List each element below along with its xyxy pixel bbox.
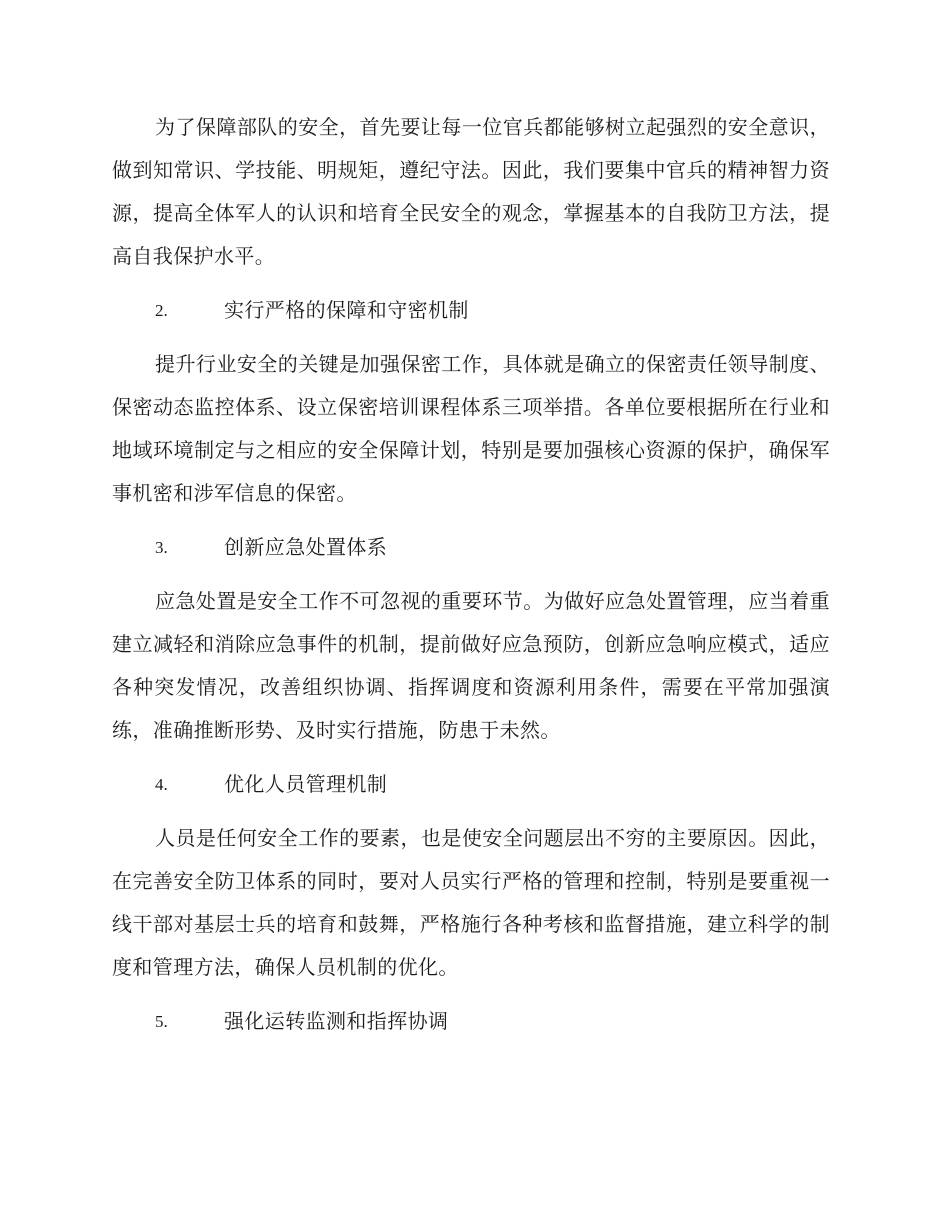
- section-number: 4.: [155, 775, 168, 794]
- paragraph-safety-awareness: 为了保障部队的安全，首先要让每一位官兵都能够树立起强烈的安全意识，做到知常识、学技能、明规矩，遵纪守法。因此，我们要集中官兵的精神智力资源，提高全体军人的认识和培育全民安全的观念，掌握基本的自我防卫方法，提高自我保护水平。: [112, 115, 830, 268]
- document-body: [112, 106, 830, 1054]
- section-heading-2: [112, 289, 830, 332]
- section-heading-5: [112, 1000, 830, 1043]
- section-number: 5.: [155, 1012, 168, 1031]
- section-title: 优化人员管理机制: [224, 772, 388, 796]
- section-title: 强化运转监测和指挥协调: [224, 1009, 449, 1033]
- section-number: 3.: [155, 538, 168, 557]
- section-title: 实行严格的保障和守密机制: [224, 298, 469, 322]
- paragraph-confidentiality: 提升行业安全的关键是加强保密工作，具体就是确立的保密责任领导制度、保密动态监控体系、设立保密培训课程体系三项举措。各单位要根据所在行业和地域环境制定与之相应的安全保障计划，特别是要加强核心资源的保护，确保军事机密和涉军信息的保密。: [112, 352, 830, 505]
- section-number: 2.: [155, 301, 168, 320]
- section-heading-3: [112, 526, 830, 569]
- paragraph-emergency-response: 应急处置是安全工作不可忽视的重要环节。为做好应急处置管理，应当着重建立减轻和消除应急事件的机制，提前做好应急预防，创新应急响应模式，适应各种突发情况，改善组织协调、指挥调度和资源利用条件，需要在平常加强演练，准确推断形势、及时实行措施，防患于未然。: [112, 589, 830, 742]
- section-title: 创新应急处置体系: [224, 535, 388, 559]
- paragraph-personnel-management: 人员是任何安全工作的要素，也是使安全问题层出不穷的主要原因。因此，在完善安全防卫体系的同时，要对人员实行严格的管理和控制，特别是要重视一线干部对基层士兵的培育和鼓舞，严格施行各种考核和监督措施，建立科学的制度和管理方法，确保人员机制的优化。: [112, 826, 830, 979]
- section-heading-4: [112, 763, 830, 806]
